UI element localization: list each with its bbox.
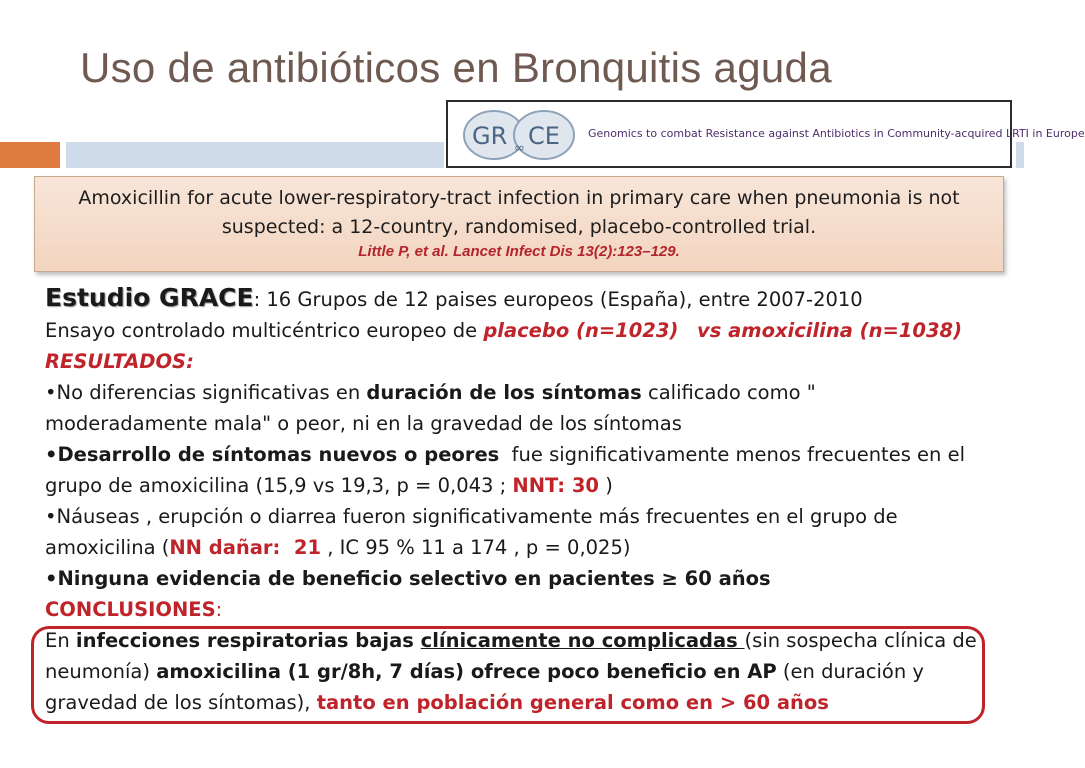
results-heading: RESULTADOS: bbox=[45, 350, 194, 373]
svg-text:GR: GR bbox=[472, 122, 508, 150]
grace-logo-banner bbox=[446, 100, 1085, 168]
conclusion-3-highlight: tanto en población general como en > 60 años bbox=[316, 691, 829, 714]
result-2-bold: •Desarrollo de síntomas nuevos o peores bbox=[45, 443, 500, 466]
result-3-suffix: , IC 95 % 11 a 174 , p = 0,025) bbox=[321, 536, 631, 559]
conclusion-1-prefix: En bbox=[45, 629, 76, 652]
conclusions-heading-line bbox=[45, 594, 1000, 625]
svg-text:∞: ∞ bbox=[514, 141, 525, 156]
conclusions-heading: CONCLUSIONES bbox=[45, 598, 216, 621]
svg-text:CE: CE bbox=[528, 122, 560, 150]
reference-callout bbox=[34, 176, 1004, 272]
conclusion-2-suffix: (en duración y bbox=[776, 660, 924, 683]
study-line bbox=[45, 282, 1000, 315]
result-2-line-2-suffix: ) bbox=[599, 474, 613, 497]
result-4: •Ninguna evidencia de beneficio selectivo en pacientes ≥ 60 años bbox=[45, 567, 771, 590]
placebo-arm: placebo (n=1023) bbox=[483, 319, 679, 342]
conclusion-2-prefix: neumonía) bbox=[45, 660, 157, 683]
result-2-suffix: fue significativamente menos frecuentes en el bbox=[499, 443, 966, 466]
conclusion-3-prefix: gravedad de los síntomas), bbox=[45, 691, 317, 714]
result-3-line-1: •Náuseas , erupción o diarrea fueron significativamente más frecuentes en el grupo de bbox=[45, 505, 898, 528]
result-1-line-1 bbox=[45, 377, 1000, 408]
result-1-suffix: calificado como " bbox=[641, 381, 816, 404]
slide-title: Uso de antibióticos en Bronquitis aguda bbox=[80, 44, 832, 91]
nnt-value: NNT: 30 bbox=[512, 474, 599, 497]
result-3-prefix: amoxicilina ( bbox=[45, 536, 170, 559]
result-2-line-2 bbox=[45, 470, 1000, 501]
conclusions-colon: : bbox=[215, 598, 223, 621]
header-orange-block bbox=[0, 142, 60, 168]
trial-prefix: Ensayo controlado multicéntrico europeo de bbox=[45, 319, 484, 342]
header-blue-bar bbox=[66, 142, 444, 168]
grace-logo-tagline: Genomics to combat Resistance against Antibiotics in Community-acquired LRTI in Europe bbox=[588, 127, 1085, 140]
amoxicillin-arm: vs amoxicilina (n=1038) bbox=[696, 319, 962, 342]
reference-title-line-2: suspected: a 12-country, randomised, placebo-controlled trial. bbox=[221, 216, 817, 238]
grace-logo-icon bbox=[458, 108, 578, 162]
result-3-line-2 bbox=[45, 532, 1000, 563]
conclusion-1-suffix: (sin sospecha clínica de bbox=[744, 629, 977, 652]
result-2-line-2-prefix: grupo de amoxicilina (15,9 vs 19,3, p = 0,043 ; bbox=[45, 474, 513, 497]
trial-gap bbox=[678, 319, 697, 342]
reference-citation: Little P, et al. Lancet Infect Dis 13(2):123–129. bbox=[358, 243, 680, 260]
study-text: : 16 Grupos de 12 paises europeos (España), entre 2007-2010 bbox=[253, 288, 863, 311]
result-1-prefix: •No diferencias significativas en bbox=[45, 381, 367, 404]
reference-title bbox=[49, 184, 989, 242]
result-2-line-1 bbox=[45, 439, 1000, 470]
nnh-value: NN dañar: 21 bbox=[169, 536, 322, 559]
reference-title-line-1: Amoxicillin for acute lower-respiratory-tract infection in primary care when pneumonia is not bbox=[78, 187, 960, 209]
trial-line bbox=[45, 315, 1000, 346]
conclusion-1-underline: clínicamente no complicadas bbox=[420, 629, 745, 652]
header-blue-bar-right bbox=[1016, 142, 1024, 168]
conclusion-1-bold: infecciones respiratorias bajas bbox=[75, 629, 421, 652]
result-1-bold: duración de los síntomas bbox=[366, 381, 642, 404]
study-label: Estudio GRACE bbox=[45, 283, 254, 312]
conclusion-2-bold: amoxicilina (1 gr/8h, 7 días) ofrece poco beneficio en AP bbox=[156, 660, 777, 683]
result-1-line-2: moderadamente mala" o peor, ni en la gravedad de los síntomas bbox=[45, 412, 682, 435]
conclusion-highlight-frame bbox=[31, 626, 985, 724]
